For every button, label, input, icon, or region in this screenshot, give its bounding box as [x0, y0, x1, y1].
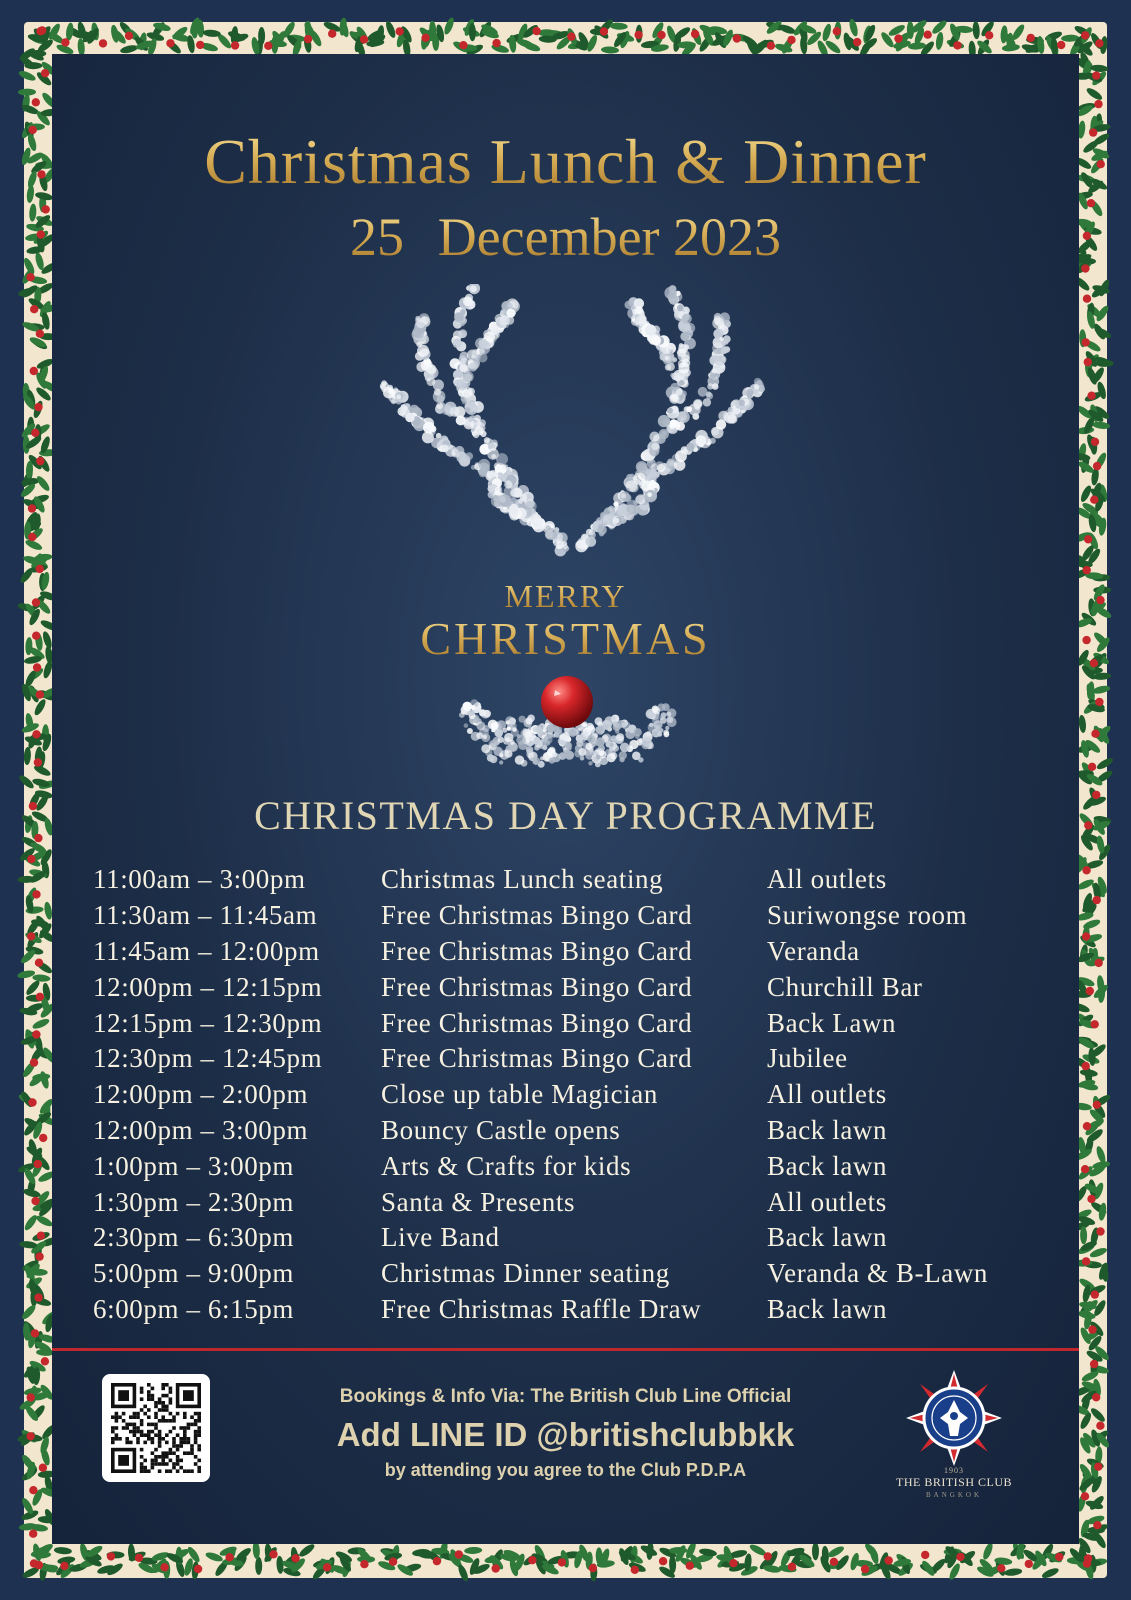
schedule-time: 12:00pm – 3:00pm [93, 1114, 309, 1145]
schedule-event: Free Christmas Bingo Card [381, 971, 693, 1002]
line-id: Add LINE ID @britishclubbkk [336, 1416, 795, 1453]
schedule-row [93, 1220, 1073, 1256]
schedule-time: 5:00pm – 9:00pm [93, 1258, 295, 1289]
schedule-event: Christmas Dinner seating [381, 1258, 670, 1289]
schedule-location: All outlets [767, 1186, 887, 1217]
schedule-location: Back lawn [767, 1150, 888, 1181]
schedule-row [93, 1256, 1073, 1292]
schedule-event: Christmas Lunch seating [381, 864, 664, 895]
schedule-location: Suriwongse room [767, 900, 968, 931]
schedule-row [93, 1077, 1073, 1113]
christmas-text: CHRISTMAS [52, 616, 1079, 662]
schedule-time: 6:00pm – 6:15pm [93, 1293, 295, 1324]
schedule-event: Free Christmas Bingo Card [381, 935, 693, 966]
programme-schedule [93, 862, 1073, 1327]
logo-city: BANGKOK [926, 1491, 982, 1499]
schedule-location: All outlets [767, 1079, 887, 1110]
pdpa-notice: by attending you agree to the Club P.D.P.A [384, 1460, 747, 1480]
poster-panel [52, 54, 1079, 1544]
schedule-event: Santa & Presents [381, 1186, 576, 1217]
schedule-location: Back Lawn [767, 1007, 897, 1038]
date-month-year: December 2023 [424, 207, 782, 267]
poster-title: Christmas Lunch & Dinner [52, 130, 1079, 194]
schedule-row [93, 969, 1073, 1005]
logo-year: 1903 [944, 1466, 964, 1475]
date-suffix: th [403, 212, 425, 241]
schedule-location: Back lawn [767, 1222, 888, 1253]
schedule-time: 11:45am – 12:00pm [93, 935, 320, 966]
schedule-row [93, 934, 1073, 970]
schedule-event: Free Christmas Bingo Card [381, 1007, 693, 1038]
schedule-row [93, 1005, 1073, 1041]
schedule-event: Free Christmas Raffle Draw [381, 1293, 702, 1324]
schedule-time: 1:00pm – 3:00pm [93, 1150, 295, 1181]
schedule-location: All outlets [767, 864, 887, 895]
snowflake-moustache-icon [447, 664, 687, 784]
schedule-row [93, 1292, 1073, 1328]
schedule-time: 1:30pm – 2:30pm [93, 1186, 295, 1217]
schedule-event: Bouncy Castle opens [381, 1114, 621, 1145]
booking-info: Bookings & Info Via: The British Club Line Official [339, 1386, 792, 1407]
schedule-row [93, 1184, 1073, 1220]
schedule-location: Back lawn [767, 1114, 888, 1145]
british-club-crest-icon [904, 1368, 1004, 1468]
schedule-location: Churchill Bar [767, 971, 923, 1002]
divider-line [52, 1348, 1079, 1351]
snowflake-antlers-icon [362, 284, 782, 564]
schedule-time: 2:30pm – 6:30pm [93, 1222, 295, 1253]
schedule-time: 11:00am – 3:00pm [93, 864, 306, 895]
schedule-row [93, 1113, 1073, 1149]
event-date [52, 207, 1079, 267]
schedule-time: 12:00pm – 12:15pm [93, 971, 323, 1002]
schedule-event: Close up table Magician [381, 1079, 658, 1110]
schedule-location: Jubilee [767, 1043, 848, 1074]
merry-text: MERRY [52, 580, 1079, 612]
programme-title: CHRISTMAS DAY PROGRAMME [254, 793, 877, 838]
schedule-location: Back lawn [767, 1293, 888, 1324]
schedule-event: Free Christmas Bingo Card [381, 900, 693, 931]
logo-name: THE BRITISH CLUB [896, 1475, 1012, 1489]
schedule-row [93, 1148, 1073, 1184]
schedule-time: 12:00pm – 2:00pm [93, 1079, 309, 1110]
red-nose-icon [541, 676, 593, 728]
schedule-time: 11:30am – 11:45am [93, 900, 318, 931]
date-day: 25 [349, 207, 404, 267]
schedule-event: Free Christmas Bingo Card [381, 1043, 693, 1074]
schedule-location: Veranda [767, 935, 860, 966]
schedule-event: Arts & Crafts for kids [381, 1150, 632, 1181]
schedule-row [93, 898, 1073, 934]
schedule-row [93, 1041, 1073, 1077]
schedule-event: Live Band [381, 1222, 500, 1253]
schedule-time: 12:30pm – 12:45pm [93, 1043, 323, 1074]
schedule-location: Veranda & B-Lawn [767, 1258, 989, 1289]
schedule-time: 12:15pm – 12:30pm [93, 1007, 323, 1038]
schedule-row [93, 862, 1073, 898]
